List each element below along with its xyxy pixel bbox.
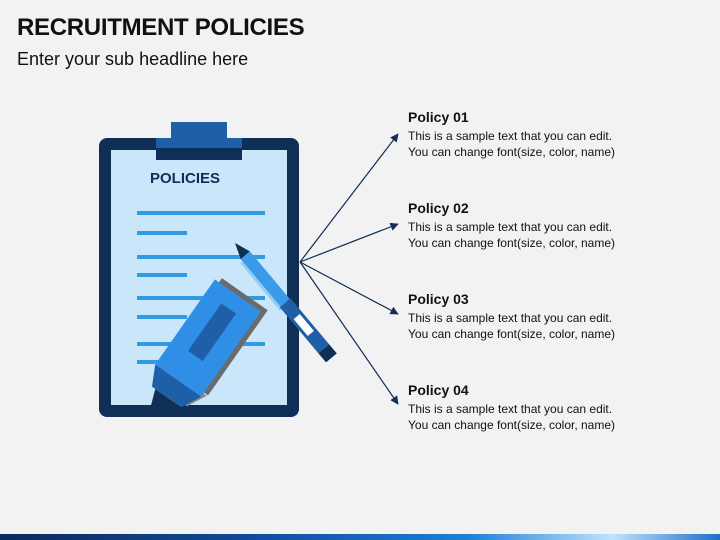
policy-03 xyxy=(408,290,708,342)
policy-title: Policy 01 xyxy=(408,109,469,125)
page-subtitle: Enter your sub headline here xyxy=(17,49,249,69)
policy-text-line1: This is a sample text that you can edit. xyxy=(408,220,613,234)
policy-01 xyxy=(408,108,708,160)
policy-title: Policy 03 xyxy=(408,291,469,307)
paper-line xyxy=(137,315,187,319)
policy-text-line2: You can change font(size, color, name) xyxy=(408,145,616,159)
policy-text-line1: This is a sample text that you can edit. xyxy=(408,402,613,416)
footer-gradient-bar xyxy=(0,534,720,540)
policy-text-line2: You can change font(size, color, name) xyxy=(408,327,616,341)
policy-text-line1: This is a sample text that you can edit. xyxy=(408,311,613,325)
paper-line xyxy=(137,211,265,215)
policy-title: Policy 04 xyxy=(408,382,469,398)
page-title: RECRUITMENT POLICIES xyxy=(17,14,305,41)
policy-02 xyxy=(408,199,708,251)
connector-arrows xyxy=(300,134,398,404)
policy-title: Policy 02 xyxy=(408,200,469,216)
policy-text-line2: You can change font(size, color, name) xyxy=(408,236,616,250)
clipboard-clip-bar xyxy=(156,138,242,148)
paper-line xyxy=(137,231,187,235)
policy-text-line2: You can change font(size, color, name) xyxy=(408,418,616,432)
policy-text-line1: This is a sample text that you can edit. xyxy=(408,129,613,143)
arrow-policy-03 xyxy=(300,262,398,314)
policy-04 xyxy=(408,381,708,433)
clipboard-label: POLICIES xyxy=(150,170,221,187)
paper-line xyxy=(137,273,187,277)
